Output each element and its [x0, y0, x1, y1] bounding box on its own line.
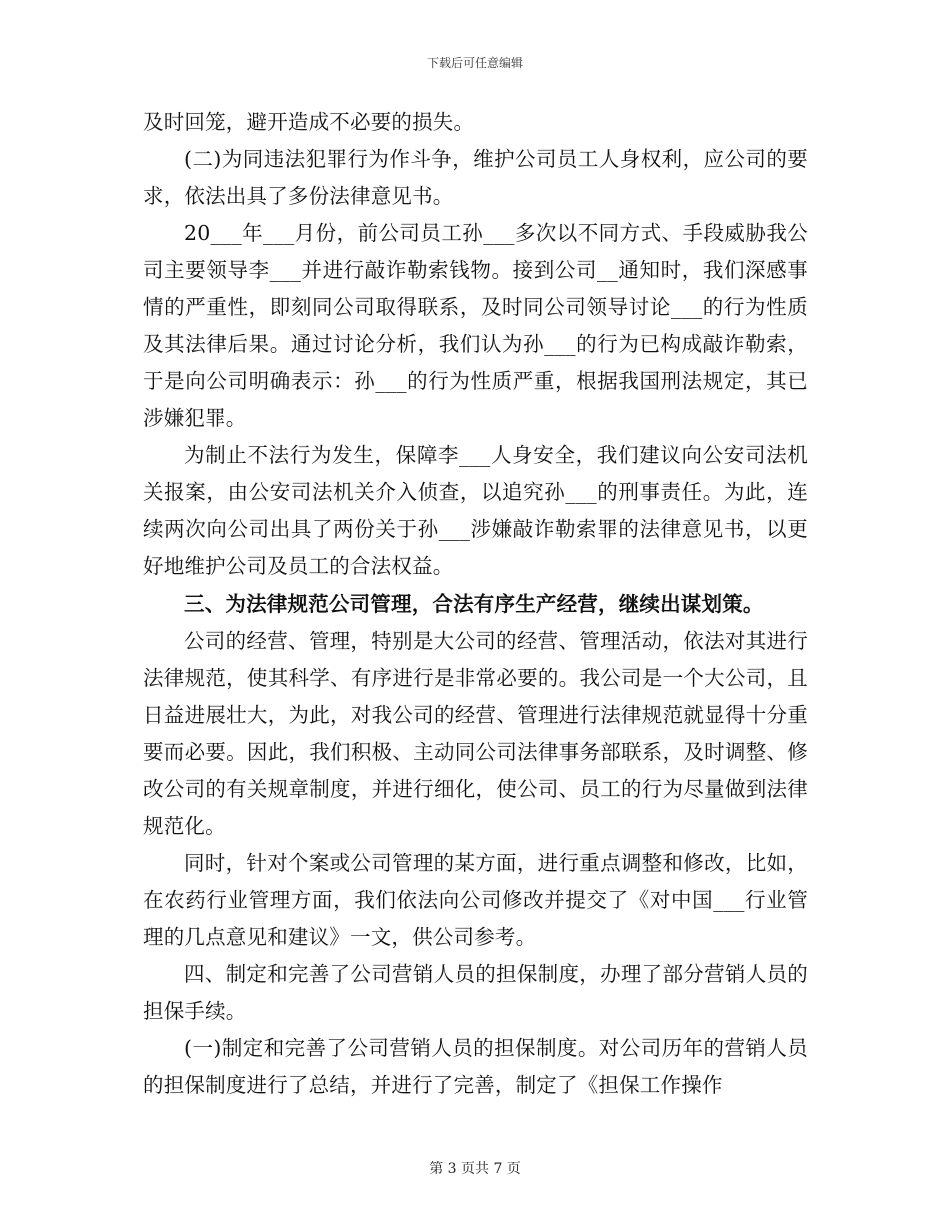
page-header: 下载后可任意编辑 — [426, 56, 523, 70]
section-heading-3: 三、为法律规范公司管理，合法有序生产经营，继续出谋划策。 — [184, 592, 764, 616]
paragraph-2: (二)为同违法犯罪行为作斗争，维护公司员工人身权利，应公司的要求，依法出具了多份法律意见书。 — [143, 147, 808, 208]
paragraph-4: 为制止不法行为发生，保障李___人身安全，我们建议向公安司法机关报案，由公安司法机关介入侦查，以追究孙___的刑事责任。为此，连续两次向公司出具了两份关于孙___涉嫌敲诈勒索罪的法律意见书，以更好地维护公司及员工的合法权益。 — [143, 443, 808, 578]
document-body — [143, 104, 808, 1104]
paragraph-1: 及时回笼，避开造成不必要的损失。 — [143, 110, 475, 134]
page-footer: 第 3 页共 7 页 — [429, 1161, 521, 1177]
section-heading-4: 四、制定和完善了公司营销人员的担保制度，办理了部分营销人员的担保手续。 — [143, 962, 808, 1023]
paragraph-6: 公司的经营、管理，特别是大公司的经营、管理活动，依法对其进行法律规范，使其科学、有序进行是非常必要的。我公司是一个大公司，且日益进展壮大，为此，对我公司的经营、管理进行法律规范就显得十分重要而必要。因此，我们积极、主动同公司法律事务部联系，及时调整、修改公司的有关规章制度，并进行细化，使公司、员工的行为尽量做到法律规范化。 — [143, 629, 808, 838]
paragraph-3: 20___年___月份，前公司员工孙___多次以不同方式、手段威胁我公司主要领导李___并进行敲诈勒索钱物。接到公司__通知时，我们深感事情的严重性，即刻同公司取得联系，及时同公司领导讨论___的行为性质及其法律后果。通过讨论分析，我们认为孙___的行为已构成敲诈勒索，于是向公司明确表示：孙___的行为性质严重，根据我国刑法规定，其已涉嫌犯罪。 — [143, 221, 808, 430]
paragraph-9: (一)制定和完善了公司营销人员的担保制度。对公司历年的营销人员的担保制度进行了总结，并进行了完善，制定了《担保工作操作 — [143, 1036, 808, 1097]
paragraph-7: 同时，针对个案或公司管理的某方面，进行重点调整和修改，比如，在农药行业管理方面，我们依法向公司修改并提交了《对中国___行业管理的几点意见和建议》一文，供公司参考。 — [143, 851, 808, 949]
